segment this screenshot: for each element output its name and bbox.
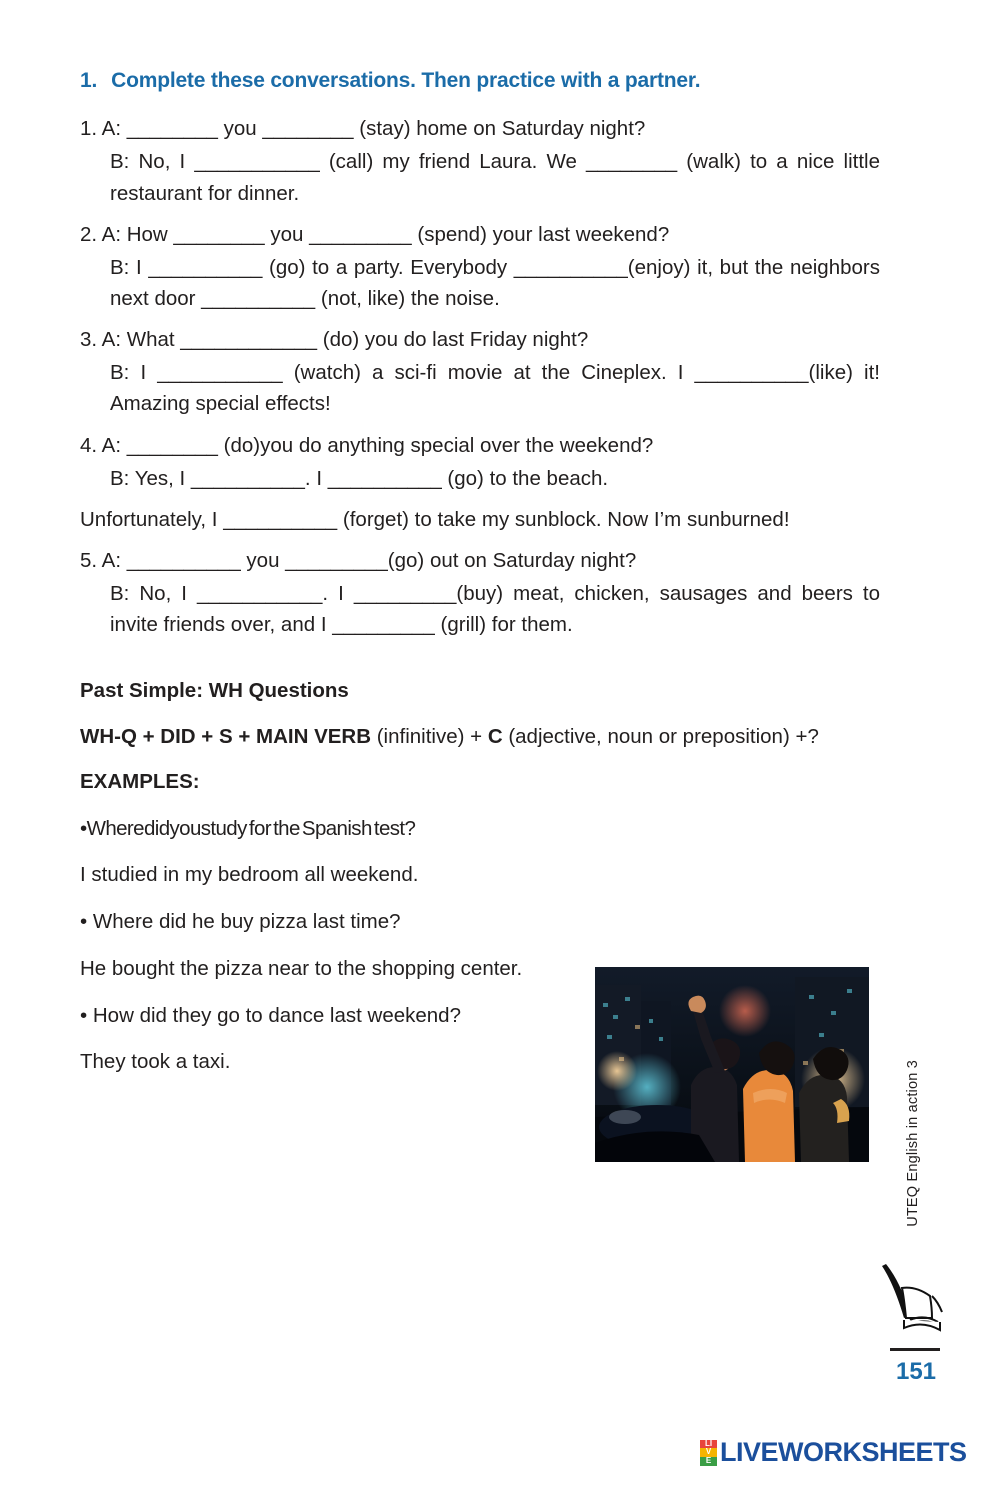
- conversation-5-a: 5. A: __________ you _________(go) out on Saturday night?: [80, 549, 637, 573]
- example-2-question: • Where did he buy pizza last time?: [80, 910, 401, 934]
- conversation-4-a: 4. A: ________ (do)you do anything special over the weekend?: [80, 433, 654, 457]
- formula-bold-2: C: [487, 724, 503, 748]
- conversation-3-a: 3. A: What ____________ (do) you do last Friday night?: [80, 328, 589, 352]
- grammar-formula: [80, 722, 880, 753]
- conversation-3-b: B: I ___________ (watch) a sci-fi movie at the Cineplex. I __________(like) it! Amazing special effects!: [110, 361, 880, 416]
- examples-block: [80, 814, 585, 985]
- badge-letter-e: E: [700, 1457, 717, 1466]
- conversation-1-a: 1. A: ________ you ________ (stay) home on Saturday night?: [80, 117, 646, 141]
- examples-heading: EXAMPLES:: [80, 770, 200, 794]
- grammar-heading: Past Simple: WH Questions: [80, 678, 349, 702]
- example-3-question: • How did they go to dance last weekend?: [80, 1003, 461, 1027]
- formula-bold-1: WH-Q + DID + S + MAIN VERB: [80, 724, 372, 748]
- badge-letter-li: LI: [700, 1440, 717, 1449]
- page-content: [80, 68, 880, 1094]
- example-3-answer: They took a taxi.: [80, 1050, 231, 1074]
- conversation-2-a: 2. A: How ________ you _________ (spend) your last weekend?: [80, 222, 670, 246]
- liveworksheets-footer: [700, 1437, 967, 1468]
- night-street-friends-photo: [595, 967, 869, 1162]
- formula-plain-1: (infinitive) +: [371, 724, 488, 748]
- formula-plain-2: (adjective, noun or preposition) +?: [502, 724, 819, 748]
- badge-letter-v: V: [700, 1448, 717, 1457]
- conversation-4-c: Unfortunately, I __________ (forget) to take my sunblock. Now I’m sunburned!: [80, 507, 790, 531]
- page-title: [80, 68, 880, 93]
- liveworksheets-badge-icon: [700, 1440, 717, 1466]
- exercise-title-text: Complete these conversations. Then practice with a partner.: [111, 69, 701, 92]
- open-book-icon: [880, 1262, 946, 1334]
- example-1-answer: I studied in my bedroom all weekend.: [80, 863, 419, 887]
- exercise-number: 1.: [80, 69, 98, 92]
- liveworksheets-wordmark: LIVEWORKSHEETS: [720, 1437, 967, 1467]
- conversation-2-b: B: I __________ (go) to a party. Everybody __________(enjoy) it, but the neighbors next door __________ (not, like) the noise.: [110, 255, 880, 310]
- example-2-answer: He bought the pizza near to the shopping center.: [80, 956, 523, 980]
- book-series-label: UTEQ English in action 3: [905, 1060, 921, 1227]
- conversation-4-b: B: Yes, I __________. I __________ (go) to the beach.: [110, 466, 609, 490]
- page-number-rule: [890, 1348, 940, 1351]
- conversation-1-b: B: No, I ___________ (call) my friend Laura. We ________ (walk) to a nice little restaurant for dinner.: [110, 150, 880, 205]
- page-number: 151: [895, 1358, 937, 1385]
- conversation-5-b: B: No, I ___________. I _________(buy) meat, chicken, sausages and beers to invite friends over, and I _________ (grill) for them.: [110, 582, 880, 637]
- example-1-question: •Wheredidyoustudy for the Spanish test?: [80, 816, 416, 840]
